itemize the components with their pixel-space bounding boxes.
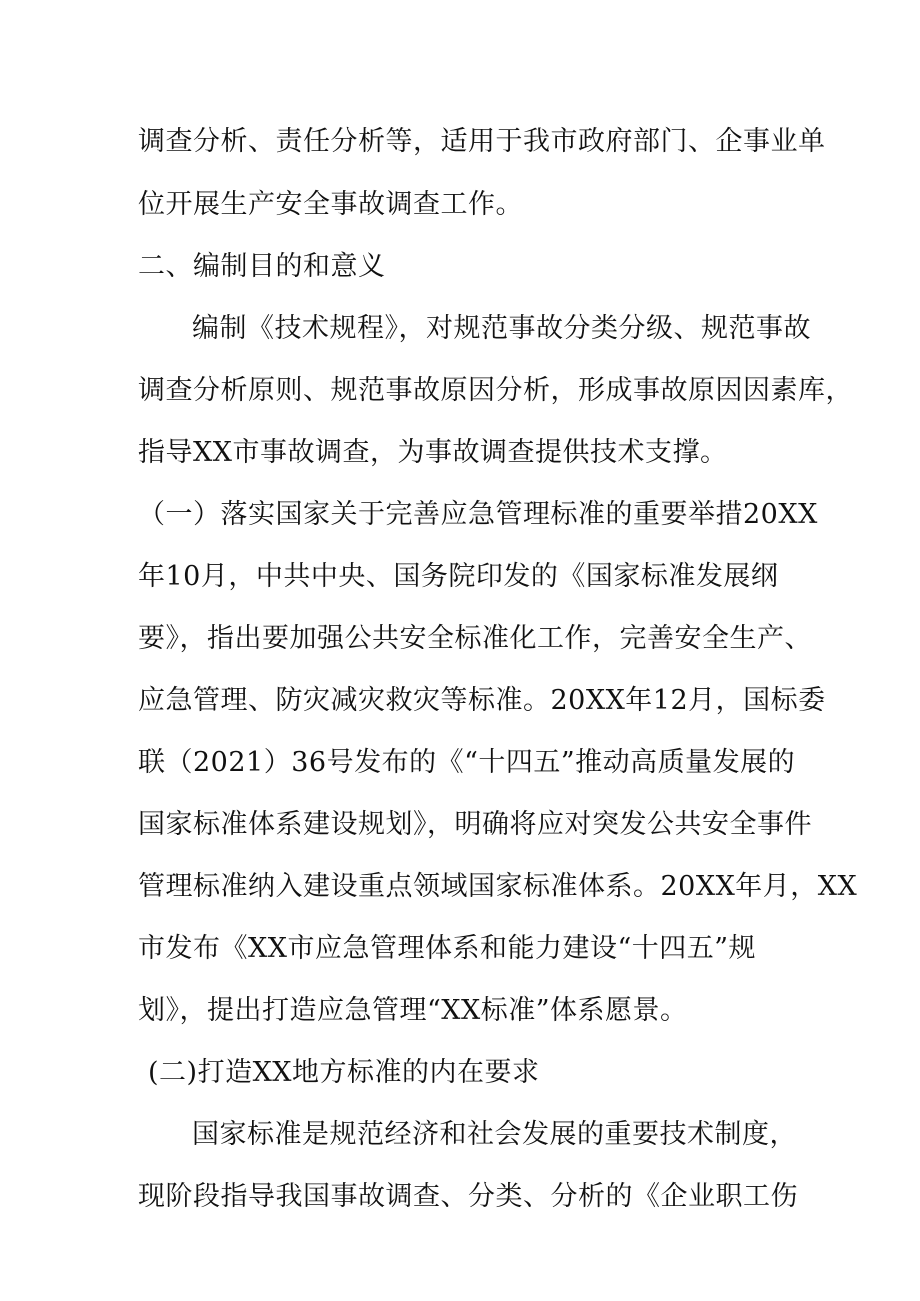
text-line-18: 现阶段指导我国事故调查、分类、分析的《企业职工伤	[138, 1181, 798, 1212]
section-heading-2: 二、编制目的和意义	[138, 251, 386, 282]
text-line-8: 年10月，中共中央、国务院印发的《国家标准发展纲	[138, 561, 779, 592]
text-line-9: 要》，指出要加强公共安全标准化工作，完善安全生产、	[138, 623, 812, 654]
text-line-17: 国家标准是规范经济和社会发展的重要技术制度，	[192, 1119, 797, 1150]
text-line-5: 调查分析原则、规范事故原因分析，形成事故原因因素库，	[138, 375, 853, 406]
text-line-14: 市发布《XX市应急管理体系和能力建设“十四五”规	[138, 933, 757, 964]
subsection-heading-2: (二)打造XX地方标准的内在要求	[148, 1057, 540, 1088]
text-line-10: 应急管理、防灾减灾救灾等标准。20XX年12月，国标委	[138, 685, 826, 716]
text-line-12: 国家标准体系建设规划》，明确将应对突发公共安全事件	[138, 809, 812, 840]
text-line-4: 编制《技术规程》，对规范事故分类分级、规范事故	[192, 313, 811, 344]
text-line-2: 位开展生产安全事故调查工作。	[138, 189, 523, 220]
subsection-heading-1: （一）落实国家关于完善应急管理标准的重要举措20XX	[138, 499, 818, 530]
text-line-13: 管理标准纳入建设重点领域国家标准体系。20XX年月，XX	[138, 871, 858, 902]
text-line-6: 指导XX市事故调查，为事故调查提供技术支撑。	[138, 437, 728, 468]
text-line-1: 调查分析、责任分析等，适用于我市政府部门、企事业单	[138, 126, 826, 157]
text-line-11: 联（2021）36号发布的《“十四五”推动高质量发展的	[138, 747, 796, 778]
text-line-15: 划》，提出打造应急管理“XX标准”体系愿景。	[138, 995, 688, 1026]
